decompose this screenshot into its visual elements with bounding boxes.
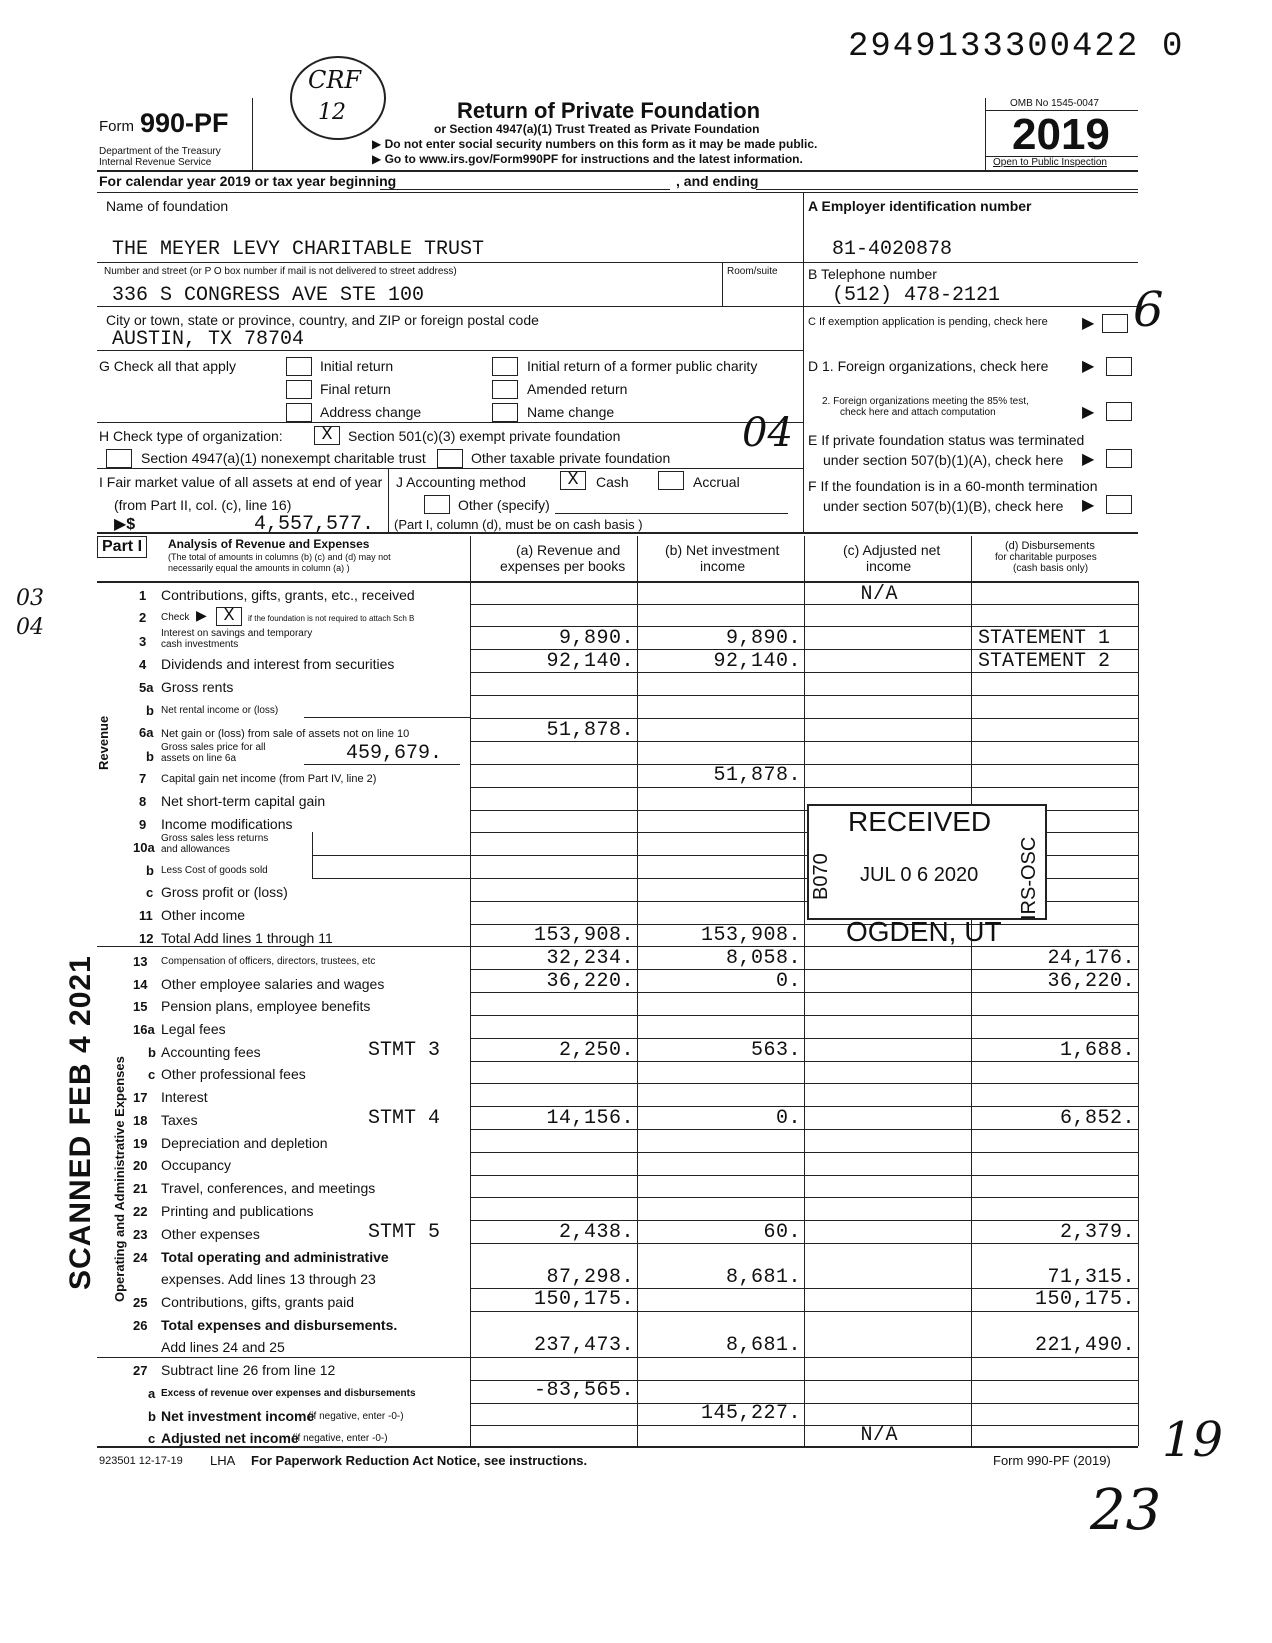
cash-checkbox[interactable]: X — [560, 471, 586, 490]
line-number: b — [148, 1045, 156, 1060]
row-label: Capital gain net income (from Part IV, line 2) — [161, 773, 377, 785]
row-13-col-a: 32,234. — [546, 947, 634, 970]
other-taxable-label: Other taxable private foundation — [471, 450, 671, 466]
row-27c-col-c: N/A — [860, 1424, 898, 1447]
line-number: c — [148, 1067, 156, 1082]
city-label: City or town, state or province, country, and ZIP or foreign postal code — [106, 312, 539, 328]
ein-label: A Employer identification number — [808, 198, 1032, 214]
handwritten-mark: 19 — [1162, 1412, 1224, 1468]
row-4-col-a: 92,140. — [546, 650, 634, 673]
received-stamp-text: RECEIVED — [848, 806, 992, 837]
row-label: Accounting fees — [161, 1044, 261, 1060]
line-number: 26 — [133, 1318, 148, 1333]
row-label: Net gain or (loss) from sale of assets not on line 10 — [161, 728, 410, 740]
row-3-col-a: 9,890. — [558, 627, 634, 650]
row-12-col-b: 153,908. — [700, 924, 801, 947]
irs-label: Internal Revenue Service — [99, 157, 212, 168]
row-divider — [470, 1175, 1138, 1176]
street-address: 336 S CONGRESS AVE STE 100 — [112, 284, 425, 307]
form-footer-id: Form 990-PF (2019) — [993, 1453, 1111, 1468]
row-divider — [470, 604, 1138, 605]
row-16b-col-a: 2,250. — [558, 1039, 634, 1062]
line-number: 12 — [139, 931, 154, 946]
name-change-checkbox[interactable] — [492, 403, 518, 422]
name-change-label: Name change — [527, 404, 615, 420]
paperwork-notice: For Paperwork Reduction Act Notice, see instructions. — [251, 1453, 588, 1468]
col-c-header: (c) Adjusted net — [843, 542, 941, 558]
row-25-col-d: 150,175. — [1034, 1288, 1135, 1311]
row-label-2: and allowances — [161, 844, 230, 855]
foreign-orgs-label: D 1. Foreign organizations, check here — [808, 358, 1049, 374]
part-subtitle: (The total of amounts in columns (b) (c) and (d) may not — [168, 552, 391, 562]
g-label: G Check all that apply — [99, 358, 236, 374]
row-26-col-a: 237,473. — [533, 1334, 634, 1357]
open-inspection: Open to Public Inspection — [993, 157, 1107, 168]
row-divider — [470, 764, 1138, 765]
foreign-85-label-2: check here and attach computation — [840, 407, 996, 418]
amended-return-label: Amended return — [527, 381, 628, 397]
row-label: Compensation of officers, directors, trustees, etc — [161, 956, 376, 967]
row-divider — [470, 1357, 1138, 1358]
line-number: 5a — [139, 680, 154, 695]
row-14-col-a: 36,220. — [546, 970, 634, 993]
row-14-col-d: 36,220. — [1047, 970, 1135, 993]
part-subtitle-2: necessarily equal the amounts in column (a) ) — [168, 563, 350, 573]
fmv-dollar: ▶$ — [114, 516, 136, 533]
arrow-icon: ▶ — [1082, 497, 1095, 514]
row-divider — [470, 1083, 1138, 1084]
accounting-method-label: J Accounting method — [396, 474, 526, 490]
row-16b-col-d: 1,688. — [1059, 1039, 1135, 1062]
fmv-label: I Fair market value of all assets at end of year — [99, 474, 383, 490]
status-terminated-label-2: under section 507(b)(1)(A), check here — [823, 452, 1064, 468]
cash-basis-note: (Part I, column (d), must be on cash basis ) — [394, 517, 643, 532]
fmv-label-2: (from Part II, col. (c), line 16) — [114, 497, 292, 513]
circled-note-text-2: 12 — [318, 100, 346, 125]
and-ending-label: , and ending — [676, 173, 759, 189]
col-d-header: (d) Disbursements — [1005, 540, 1095, 552]
line-number: 14 — [133, 977, 148, 992]
termination-60-label-2: under section 507(b)(1)(B), check here — [823, 498, 1064, 514]
line-number: 22 — [133, 1204, 148, 1219]
arrow-icon: ▶ — [1082, 404, 1095, 421]
line-number: 17 — [133, 1090, 148, 1105]
document-id: 2949133300422 — [848, 28, 1140, 66]
row-label-2: cash investments — [161, 639, 239, 650]
arrow-icon: ▶ — [1082, 315, 1095, 332]
line-number: 6a — [139, 725, 154, 740]
status-terminated-checkbox[interactable] — [1106, 449, 1132, 468]
line-number: 20 — [133, 1158, 148, 1173]
fmv-value: 4,557,577. — [254, 513, 375, 536]
former-charity-checkbox[interactable] — [492, 357, 518, 376]
row-3-col-b: 9,890. — [725, 627, 801, 650]
expenses-side-label: Operating and Administrative Expenses — [112, 1056, 127, 1302]
accrual-checkbox[interactable] — [658, 471, 684, 490]
part-title: Analysis of Revenue and Expenses — [168, 537, 370, 551]
row-divider — [470, 787, 1138, 788]
line-number: b — [148, 1409, 156, 1424]
line-number: 4 — [139, 657, 147, 672]
other-method-label: Other (specify) — [458, 497, 550, 513]
row-label: Gross sales less returns — [161, 833, 269, 844]
row-label: Gross profit or (loss) — [161, 884, 288, 900]
handwritten-mark: 03 — [16, 586, 44, 611]
other-method-checkbox[interactable] — [424, 495, 450, 514]
row-label: Other income — [161, 907, 246, 923]
row-label: Adjusted net income — [161, 1430, 299, 1446]
received-stamp-code: B070 — [810, 853, 832, 900]
omb-number: OMB No 1545-0047 — [1010, 98, 1099, 109]
gross-sales-value: 459,679. — [346, 742, 443, 765]
row-18-col-b: 0. — [775, 1107, 801, 1130]
row-divider — [470, 1015, 1138, 1016]
foundation-name: THE MEYER LEVY CHARITABLE TRUST — [112, 238, 485, 261]
circled-note-text: CRF — [308, 66, 362, 94]
row-label-2: (if negative, enter -0-) — [308, 1411, 404, 1422]
row-label-2: (if negative, enter -0-) — [292, 1433, 388, 1444]
row-13-col-d: 24,176. — [1047, 947, 1135, 970]
row-18-col-a: 14,156. — [546, 1107, 634, 1130]
exemption-pending-label: C If exemption application is pending, check here — [808, 316, 1048, 328]
row-label: Total Add lines 1 through 11 — [161, 930, 333, 946]
arrow-icon: ▶ — [1082, 451, 1095, 468]
line-number: 15 — [133, 999, 148, 1014]
tax-year: 2019 — [1012, 110, 1110, 159]
status-terminated-label: E If private foundation status was terminated — [808, 432, 1085, 448]
phone-label: B Telephone number — [808, 266, 937, 282]
row-label: Interest on savings and temporary — [161, 628, 313, 639]
row-26-col-d: 221,490. — [1034, 1334, 1135, 1357]
part-label: Part I — [97, 536, 147, 558]
foreign-85-checkbox[interactable] — [1106, 402, 1132, 421]
initial-return-checkbox[interactable] — [286, 357, 312, 376]
revenue-side-label: Revenue — [96, 715, 111, 770]
col-c-header-2: income — [866, 558, 912, 574]
other-taxable-checkbox[interactable] — [437, 449, 463, 468]
row-label-2: assets on line 6a — [161, 753, 237, 764]
row-label: Net investment income — [161, 1408, 315, 1424]
col-d-header-3: (cash basis only) — [1013, 563, 1089, 574]
row-12-col-a: 153,908. — [533, 924, 634, 947]
row-3-col-d: STATEMENT 1 — [978, 627, 1111, 650]
h-label: H Check type of organization: — [99, 428, 283, 444]
line-number: 19 — [133, 1136, 148, 1151]
final-return-label: Final return — [320, 381, 391, 397]
exemption-pending-checkbox[interactable] — [1102, 314, 1128, 333]
line-number: b — [146, 703, 154, 718]
line-number: b — [146, 749, 154, 764]
stmt-ref: STMT 3 — [368, 1039, 441, 1062]
line-number: c — [148, 1431, 156, 1446]
line-number: 23 — [133, 1227, 148, 1242]
row-4-col-b: 92,140. — [713, 650, 801, 673]
room-label: Room/suite — [727, 266, 778, 277]
row-13-col-b: 8,058. — [725, 947, 801, 970]
501c3-checkbox[interactable]: X — [314, 426, 340, 445]
line-number: c — [146, 885, 154, 900]
form-title: Return of Private Foundation — [457, 98, 761, 123]
handwritten-mark: 23 — [1090, 1478, 1162, 1543]
row-divider — [470, 1311, 1138, 1312]
row-divider — [470, 695, 1138, 696]
row-label: Gross rents — [161, 679, 234, 695]
form-subtitle: or Section 4947(a)(1) Trust Treated as Private Foundation — [434, 122, 760, 136]
row-6a-col-a: 51,878. — [546, 719, 634, 742]
line-number: 21 — [133, 1181, 148, 1196]
row-label: Less Cost of goods sold — [161, 865, 268, 876]
received-stamp-city: OGDEN, UT — [846, 916, 1002, 947]
row-label: Other professional fees — [161, 1066, 306, 1082]
line-number: 3 — [139, 634, 147, 649]
row-label: Contributions, gifts, grants paid — [161, 1294, 354, 1310]
dept-treasury: Department of the Treasury — [99, 146, 221, 157]
line-number: 9 — [139, 817, 147, 832]
row-label-2: Add lines 24 and 25 — [161, 1339, 285, 1355]
foreign-85-label: 2. Foreign organizations meeting the 85% test, — [822, 396, 1029, 407]
address-change-checkbox[interactable] — [286, 403, 312, 422]
line-number: 2 — [139, 610, 147, 625]
accrual-label: Accrual — [693, 474, 740, 490]
line-number: 8 — [139, 794, 147, 809]
scanned-stamp: SCANNED FEB 4 2021 — [64, 955, 97, 1290]
row-label: Income modifications — [161, 816, 293, 832]
row-label: Excess of revenue over expenses and disbursements — [161, 1388, 416, 1399]
row-label: Other employee salaries and wages — [161, 976, 385, 992]
row-label: Printing and publications — [161, 1203, 314, 1219]
line-number: b — [146, 863, 154, 878]
row-27b-col-b: 145,227. — [700, 1402, 801, 1425]
row-24-col-a: 87,298. — [546, 1266, 634, 1289]
col-b-header: (b) Net investment — [665, 542, 780, 558]
line-number: 18 — [133, 1113, 148, 1128]
row-divider — [470, 1403, 1138, 1404]
form-number: 990-PF — [140, 108, 229, 138]
col-a-header-2: expenses per books — [500, 558, 626, 574]
ein-value: 81-4020878 — [832, 238, 953, 261]
line-number: 10a — [133, 840, 155, 855]
handwritten-mark: 04 — [742, 410, 793, 456]
street-label: Number and street (or P O box number if mail is not delivered to street address) — [104, 266, 457, 277]
instructions-note: ▶ Go to www.irs.gov/Form990PF for instructions and the latest information. — [372, 152, 803, 166]
row-label: Gross sales price for all — [161, 742, 266, 753]
amended-return-checkbox[interactable] — [492, 380, 518, 399]
line-number: 7 — [139, 771, 147, 786]
foreign-orgs-checkbox[interactable] — [1106, 357, 1132, 376]
ssn-note: ▶ Do not enter social security numbers on this form as it may be made public. — [372, 137, 818, 151]
row-label: Taxes — [161, 1112, 198, 1128]
row-divider — [470, 1152, 1138, 1153]
city-address: AUSTIN, TX 78704 — [112, 328, 305, 351]
handwritten-mark: 04 — [16, 615, 44, 640]
initial-return-label: Initial return — [320, 358, 394, 374]
received-stamp-irs: IRS-OSC — [1018, 836, 1040, 920]
stmt-ref: STMT 5 — [368, 1221, 441, 1244]
row-divider — [470, 1425, 1138, 1426]
row-label: Legal fees — [161, 1021, 226, 1037]
line-number: 25 — [133, 1295, 148, 1310]
phone-value: (512) 478-2121 — [832, 284, 1001, 307]
arrow-icon: ▶ — [1082, 358, 1095, 375]
row-1-col-c: N/A — [860, 583, 898, 606]
row-16b-col-b: 563. — [750, 1039, 801, 1062]
row-23-col-b: 60. — [763, 1221, 801, 1244]
row-label: Total expenses and disbursements. — [161, 1317, 398, 1333]
sch-b-checkbox[interactable]: X — [216, 607, 242, 626]
4947-label: Section 4947(a)(1) nonexempt charitable trust — [141, 450, 426, 466]
handwritten-mark: 6 — [1133, 282, 1164, 338]
row-label: Pension plans, employee benefits — [161, 998, 371, 1014]
form-label: Form — [99, 118, 134, 135]
line-number: 11 — [139, 908, 153, 923]
row-23-col-a: 2,438. — [558, 1221, 634, 1244]
row-label: Other expenses — [161, 1226, 260, 1242]
row-label: Dividends and interest from securities — [161, 656, 395, 672]
4947-checkbox[interactable] — [106, 449, 132, 468]
col-d-header-2: for charitable purposes — [995, 552, 1097, 563]
row-26-col-b: 8,681. — [725, 1334, 801, 1357]
foundation-name-label: Name of foundation — [106, 198, 229, 214]
row-label: Depreciation and depletion — [161, 1135, 328, 1151]
line-number: a — [148, 1386, 156, 1401]
row-25-col-a: 150,175. — [533, 1288, 634, 1311]
stmt-ref: STMT 4 — [368, 1107, 441, 1130]
row-27a-col-a: -83,565. — [533, 1379, 634, 1402]
row-23-col-d: 2,379. — [1059, 1221, 1135, 1244]
col-b-header-2: income — [700, 558, 746, 574]
row-label: Contributions, gifts, grants, etc., received — [161, 587, 415, 603]
row-divider — [470, 1197, 1138, 1198]
row-label: Net short-term capital gain — [161, 793, 326, 809]
lha: LHA — [210, 1453, 236, 1468]
row-label: Subtract line 26 from line 12 — [161, 1362, 336, 1378]
row-label-2: expenses. Add lines 13 through 23 — [161, 1271, 376, 1287]
termination-60-checkbox[interactable] — [1106, 495, 1132, 514]
row-label: Net rental income or (loss) — [161, 705, 279, 716]
row-4-col-d: STATEMENT 2 — [978, 650, 1111, 673]
row-24-col-d: 71,315. — [1047, 1266, 1135, 1289]
row-24-col-b: 8,681. — [725, 1266, 801, 1289]
line-number: 27 — [133, 1363, 148, 1378]
row-label: Travel, conferences, and meetings — [161, 1180, 376, 1196]
line-number: 1 — [139, 588, 147, 603]
received-stamp-date: JUL 0 6 2020 — [860, 864, 979, 886]
form-code: 923501 12-17-19 — [99, 1455, 183, 1467]
former-charity-label: Initial return of a former public charity — [527, 358, 758, 374]
row-label: if the foundation is not required to attach Sch B — [248, 614, 415, 623]
line-number: 16a — [133, 1022, 155, 1037]
row-label: Total operating and administrative — [161, 1249, 389, 1265]
row-label: Occupancy — [161, 1157, 232, 1173]
row-18-col-d: 6,852. — [1059, 1107, 1135, 1130]
row-label: Interest — [161, 1089, 208, 1105]
calendar-year-label: For calendar year 2019 or tax year beginning — [99, 173, 397, 189]
row-label: Check — [161, 612, 190, 623]
501c3-label: Section 501(c)(3) exempt private foundation — [348, 428, 621, 444]
col-a-header: (a) Revenue and — [516, 542, 621, 558]
row-14-col-b: 0. — [775, 970, 801, 993]
document-id-suffix: 0 — [1162, 28, 1183, 66]
cash-label: Cash — [596, 474, 629, 490]
row-7-col-b: 51,878. — [713, 764, 801, 787]
address-change-label: Address change — [320, 404, 422, 420]
line-number: 24 — [133, 1250, 148, 1265]
arrow-icon: ▶ — [196, 607, 207, 623]
line-number: 13 — [133, 954, 148, 969]
termination-60-label: F If the foundation is in a 60-month termination — [808, 478, 1098, 494]
final-return-checkbox[interactable] — [286, 380, 312, 399]
